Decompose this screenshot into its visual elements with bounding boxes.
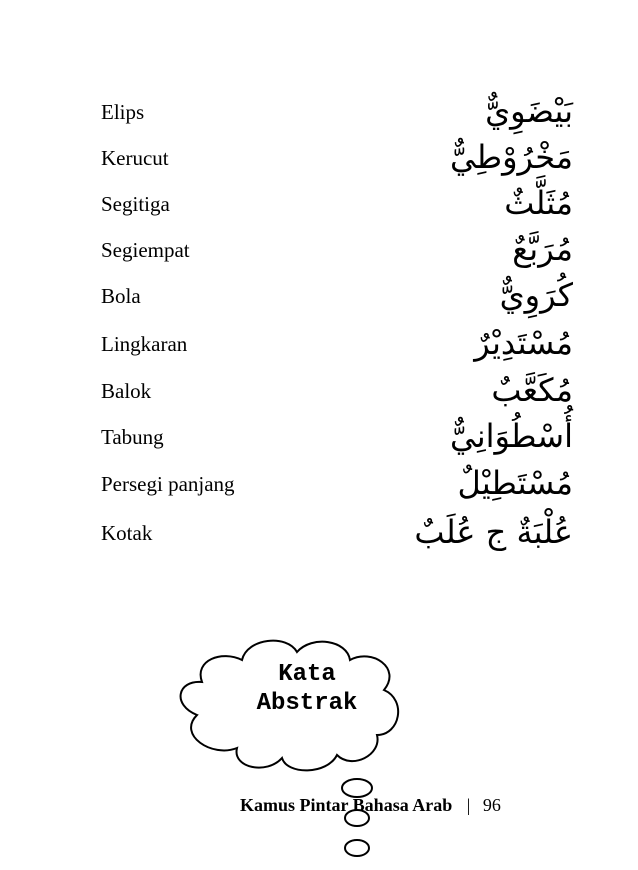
footer-separator: |	[466, 795, 471, 815]
vocabulary-entry	[0, 368, 638, 415]
arabic-term: مُثَلَّثٌ	[504, 184, 573, 222]
arabic-term: بَيْضَوِيٌّ	[485, 92, 573, 130]
cloud-label-line-2: Abstrak	[256, 690, 358, 717]
indonesian-term: Lingkaran	[101, 332, 188, 356]
indonesian-term: Tabung	[101, 425, 164, 449]
arabic-term: مُسْتَدِيْرٌ	[474, 324, 573, 362]
arabic-term: مُكَعَّبٌ	[491, 371, 573, 409]
vocabulary-entry	[0, 181, 638, 228]
book-title: Kamus Pintar Bahasa Arab	[240, 795, 453, 815]
vocabulary-entry	[0, 227, 638, 274]
vocabulary-entry	[0, 273, 638, 320]
indonesian-term: Kotak	[101, 521, 153, 545]
thought-cloud	[172, 630, 412, 870]
vocabulary-entry	[0, 510, 638, 557]
arabic-term: أُسْطُوَانِيٌّ	[450, 417, 573, 455]
indonesian-term: Elips	[101, 100, 145, 124]
arabic-term: مُرَبَّعٌ	[512, 230, 573, 268]
cloud-label	[207, 660, 407, 718]
indonesian-term: Kerucut	[101, 146, 169, 170]
arabic-term: كُرَوِيٌّ	[499, 276, 573, 314]
arabic-term: مُسْتَطِيْلٌ	[457, 464, 573, 502]
cloud-label-line-1: Kata	[278, 661, 336, 688]
vocabulary-entry	[0, 461, 638, 508]
indonesian-term: Segitiga	[101, 192, 170, 216]
vocabulary-entry	[0, 89, 638, 136]
vocabulary-entry	[0, 414, 638, 461]
page-footer	[240, 795, 501, 816]
indonesian-term: Persegi panjang	[101, 472, 235, 496]
arabic-term: مَخْرُوْطِيٌّ	[449, 138, 573, 176]
indonesian-term: Bola	[101, 284, 141, 308]
page-number: 96	[482, 795, 501, 815]
arabic-term: عُلْبَةٌ ج عُلَبٌ	[414, 513, 573, 551]
indonesian-term: Segiempat	[101, 238, 190, 262]
indonesian-term: Balok	[101, 379, 152, 403]
vocabulary-entry	[0, 321, 638, 368]
vocabulary-entry	[0, 135, 638, 182]
